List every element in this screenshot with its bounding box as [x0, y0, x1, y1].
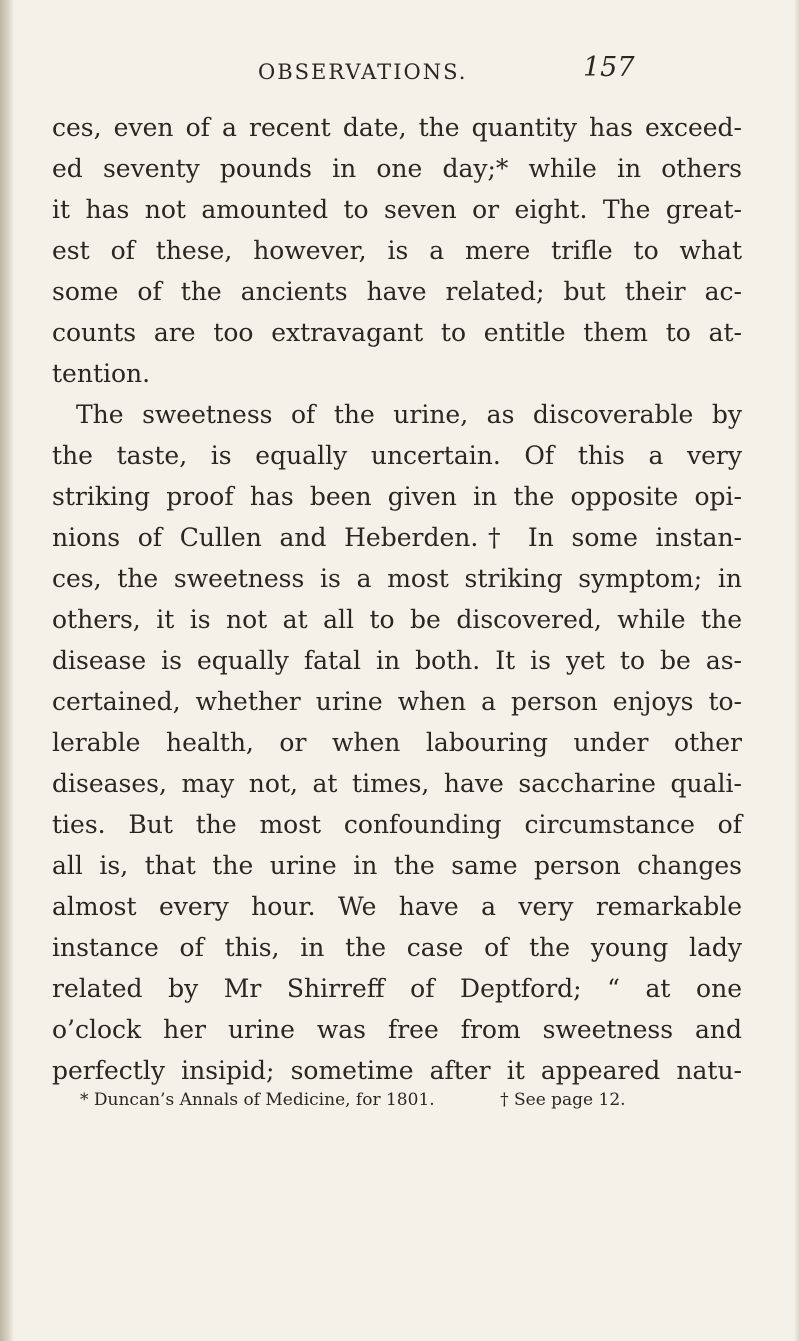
page-edge: [794, 0, 800, 1341]
running-head: OBSERVATIONS.: [258, 60, 468, 84]
text-line: some of the ancients have related; but their ac-: [52, 277, 742, 306]
text-line: it has not amounted to seven or eight. The great-: [52, 195, 742, 224]
text-line: ties. But the most confounding circumstance of: [52, 810, 742, 839]
text-line: others, it is not at all to be discovered, while the: [52, 605, 742, 634]
footnote-see-page: † See page 12.: [500, 1090, 626, 1110]
text-line: disease is equally fatal in both. It is yet to be as-: [52, 646, 742, 675]
text-line: almost every hour. We have a very remarkable: [52, 892, 742, 921]
footnotes: [80, 1090, 720, 1110]
text-line: all is, that the urine in the same person changes: [52, 851, 742, 880]
text-line: related by Mr Shirreff of Deptford; “ at one: [52, 974, 742, 1003]
paragraph-end-line: tention.: [52, 359, 151, 388]
text-line: nions of Cullen and Heberden.† In some instan-: [52, 523, 742, 552]
body-text: [52, 107, 742, 1091]
text-line: est of these, however, is a mere trifle to what: [52, 236, 742, 265]
binding-gutter: [0, 0, 14, 1341]
text-line: instance of this, in the case of the young lady: [52, 933, 742, 962]
text-line: ed seventy pounds in one day;* while in others: [52, 154, 742, 183]
text-line: diseases, may not, at times, have saccharine quali-: [52, 769, 742, 798]
text-line: perfectly insipid; sometime after it appeared natu-: [52, 1056, 742, 1085]
text-line: o’clock her urine was free from sweetness and: [52, 1015, 742, 1044]
text-line: ces, even of a recent date, the quantity has exceed-: [52, 113, 742, 142]
footnote-duncan: * Duncan’s Annals of Medicine, for 1801.: [80, 1090, 435, 1110]
text-line: ces, the sweetness is a most striking symptom; in: [52, 564, 742, 593]
page-header: [0, 52, 800, 92]
text-line: lerable health, or when labouring under other: [52, 728, 742, 757]
page-number: 157: [583, 52, 635, 83]
paragraph-start-line: The sweetness of the urine, as discoverable by: [76, 400, 742, 429]
text-line: counts are too extravagant to entitle them to at-: [52, 318, 742, 347]
text-line: striking proof has been given in the opposite opi-: [52, 482, 742, 511]
text-line: certained, whether urine when a person enjoys to-: [52, 687, 742, 716]
text-line: the taste, is equally uncertain. Of this a very: [52, 441, 742, 470]
